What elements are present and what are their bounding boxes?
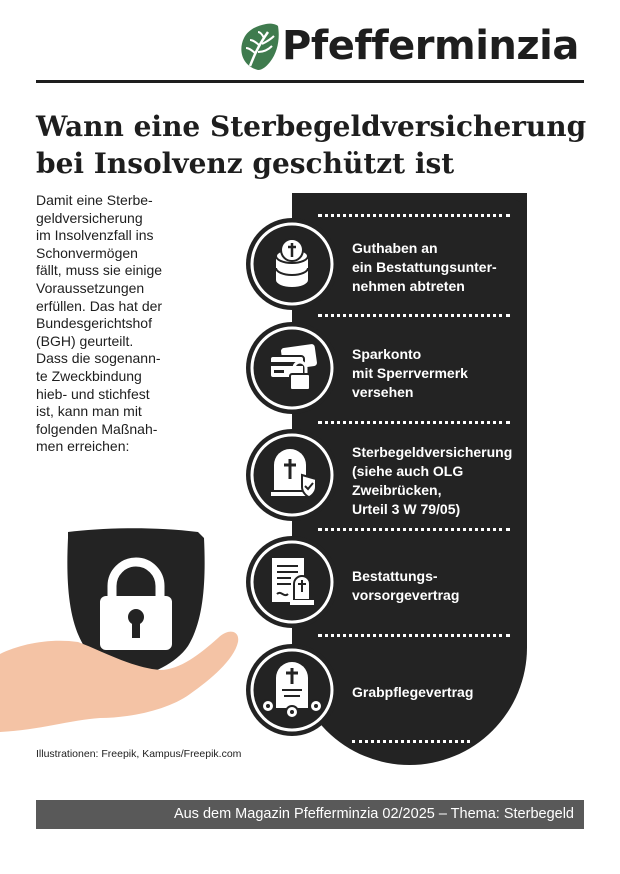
tombstone-shield-icon (246, 429, 338, 521)
page-title (36, 108, 596, 182)
illustration-credits: Illustrationen: Freepik, Kampus/Freepik.com (36, 748, 242, 760)
dotted-divider (318, 634, 510, 637)
step-icon-circle (246, 218, 338, 310)
intro-line: te Zweckbindung (36, 367, 142, 384)
step-line: Urteil 3 W 79/05) (352, 501, 461, 517)
intro-line: erfüllen. Das hat der (36, 297, 163, 314)
step-line: Zweibrücken, (352, 482, 442, 498)
intro-line: folgenden Maßnah- (36, 420, 158, 437)
dotted-divider (318, 214, 510, 217)
step-text (352, 345, 532, 402)
step-line: ein Bestattungsunter- (352, 259, 497, 275)
locked-cards-icon (246, 322, 338, 414)
intro-line: im Insolvenzfall ins (36, 227, 154, 244)
intro-paragraph (36, 192, 186, 456)
intro-line: Dass die sogenann- (36, 350, 161, 367)
intro-line: geldversicherung (36, 209, 143, 226)
intro-line: Bundesgerichtshof (36, 315, 152, 332)
step-text (352, 443, 532, 519)
step-text (352, 683, 532, 702)
grave-flowers-icon (246, 644, 338, 736)
dotted-divider (318, 421, 510, 424)
intro-line: (BGH) geurteilt. (36, 332, 134, 349)
contract-icon (246, 536, 338, 628)
mint-leaf-icon (236, 22, 280, 72)
intro-line: hieb- und stichfest (36, 385, 150, 402)
footer-bar (36, 800, 584, 829)
step-line: vorsorgevertrag (352, 587, 460, 603)
intro-line: fällt, muss sie einige (36, 262, 163, 279)
step-line: mit Sperrvermerk (352, 365, 468, 381)
step-icon-circle (246, 536, 338, 628)
step-icon-circle (246, 429, 338, 521)
title-line: bei Insolvenz geschützt ist (36, 147, 455, 180)
dotted-divider (318, 314, 510, 317)
step-text (352, 239, 532, 296)
step-line: nehmen abtreten (352, 278, 465, 294)
coins-icon (246, 218, 338, 310)
step-line: Sparkonto (352, 346, 422, 362)
header-divider (36, 80, 584, 83)
footer-text: Aus dem Magazin Pfefferminzia 02/2025 – Thema: Sterbegeld (173, 806, 574, 822)
intro-line: Damit eine Sterbe- (36, 192, 153, 208)
intro-line: Schonvermögen (36, 244, 138, 261)
dotted-divider (318, 528, 510, 531)
step-line: Bestattungs- (352, 568, 438, 584)
intro-line: Voraussetzungen (36, 279, 145, 296)
step-line: Sterbegeldversicherung (352, 444, 513, 460)
intro-line: ist, kann man mit (36, 403, 142, 420)
step-text (352, 567, 532, 605)
step-icon-circle (246, 322, 338, 414)
hand-shield-lock-icon (0, 520, 240, 740)
brand-name: Pfefferminzia (282, 23, 579, 69)
title-line: Wann eine Sterbegeldversicherung (36, 110, 587, 143)
step-icon-circle (246, 644, 338, 736)
step-line: Grabpflegevertrag (352, 684, 474, 700)
step-line: Guthaben an (352, 240, 438, 256)
hand-shield-illustration (0, 520, 240, 740)
step-line: (siehe auch OLG (352, 463, 464, 479)
intro-line: men erreichen: (36, 438, 130, 455)
dotted-divider (352, 740, 470, 743)
step-line: versehen (352, 384, 414, 400)
